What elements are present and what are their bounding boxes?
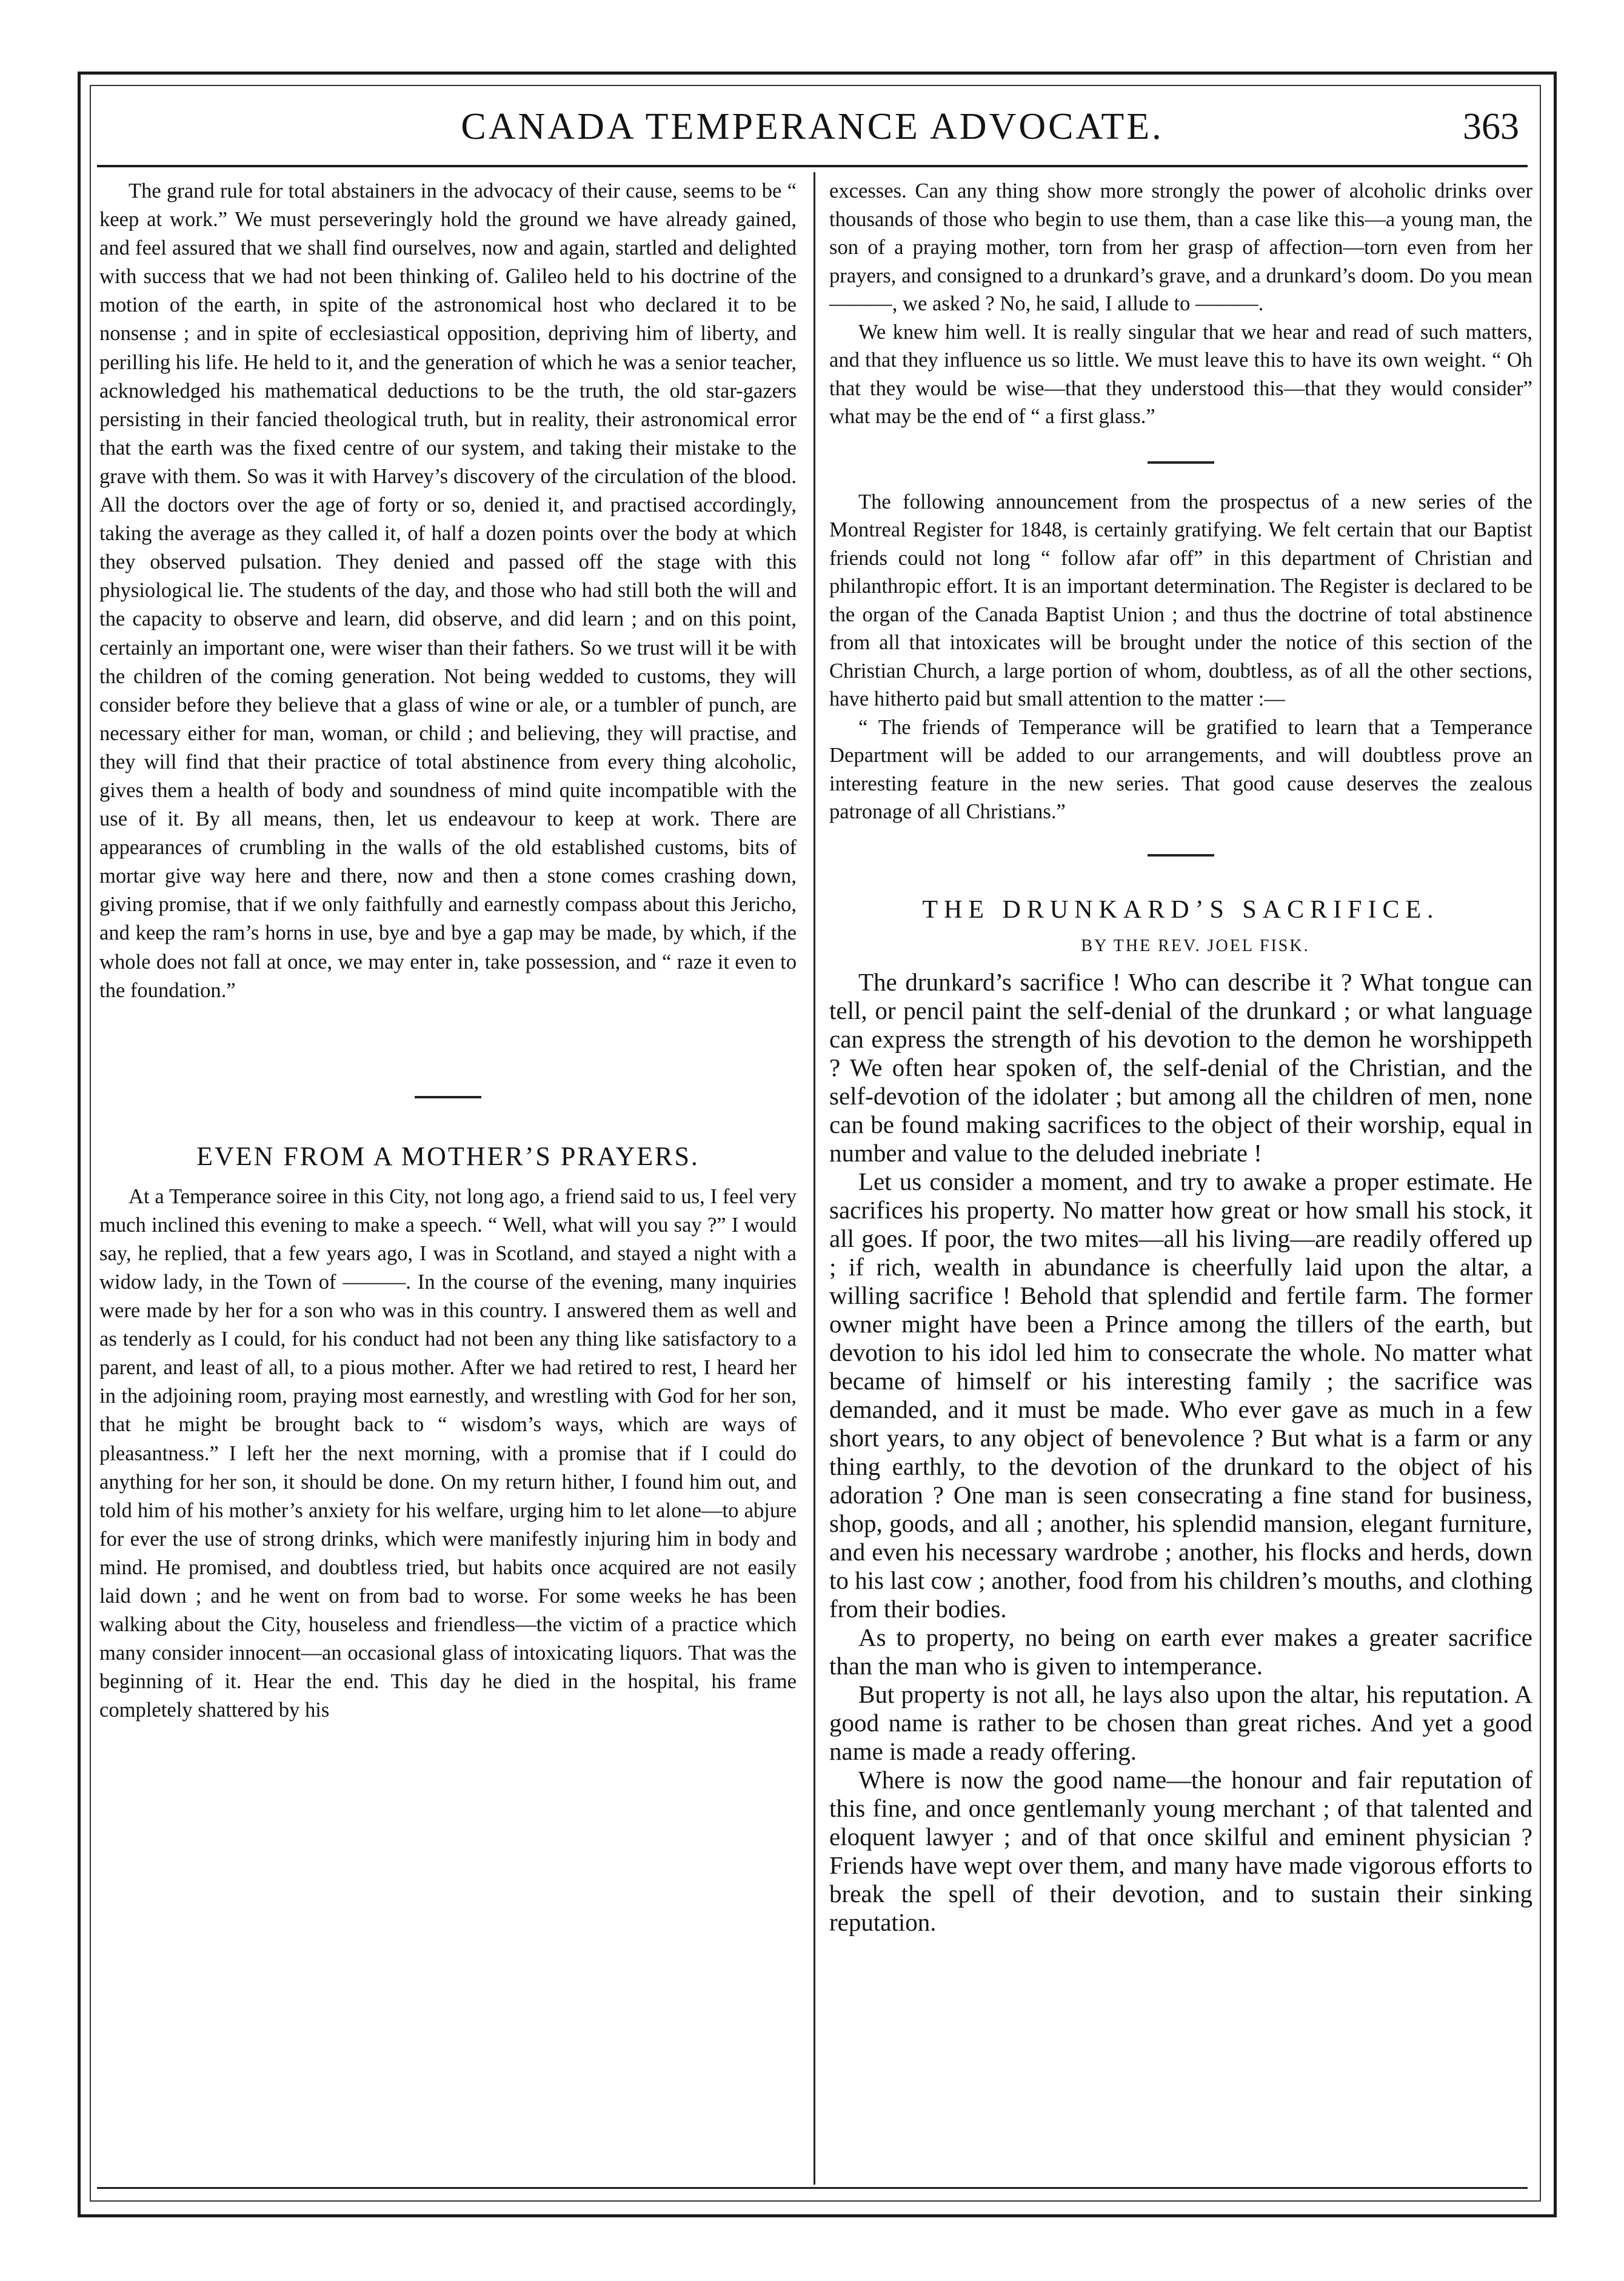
article-heading-mothers-prayers: EVEN FROM A MOTHER’S PRAYERS. bbox=[196, 1141, 700, 1171]
page-number: 363 bbox=[1463, 106, 1519, 147]
intro-paragraph: The grand rule for total abstainers in the advocacy of their cause, seems to be “ keep at work.” We must perseveringly hold the ground we have already gained, and feel assured that we shall find ourselves, now and again, startled and delighted with success that we had not been thinking of. Galileo held to his doctrine of the motion of the earth, in spite of the astronomical host who declared it to be nonsense ; and in spite of ecclesiastical opposition, depriving him of liberty, and perilling his life. He held to it, and the generation of which he was a senior teacher, acknowledged his mathematical deductions to be the truth, the old star-gazers persisting in their fancied theological truth, but in reality, their astronomical error that the earth was the fixed centre of our system, and taking their mistake to the grave with them. So was it with Harvey’s discovery of the circulation of the blood. All the doctors over the age of forty or so, denied it, and practised accordingly, taking the average as they called it, of half a dozen points over the body at which they observed pulsation. They denied and passed off the stage with this physiological lie. The students of the day, and those who had still both the will and the capacity to observe and learn, did observe, and did learn ; and on this point, certainly an important one, were wiser than their fathers. So we trust will it be with the children of the coming generation. Not being wedded to customs, they will consider before they believe that a glass of wine or ale, or a tumbler of punch, are necessary either for man, woman, or child ; and believing, they will practise, and they will find that their practice of total abstinence from every thing alcoholic, gives them a health of body and soundness of mind quite incompatible with the use of it. By all means, then, let us endeavour to keep at work. There are appearances of crumbling in the walls of the old established customs, bits of mortar give way here and there, now and then a stone comes crashing down, giving promise, that if we only faithfully and earnestly compass about this Jericho, and keep the ram’s horns in use, bye and bye a gap may be made, by which, if the whole does not fall at once, we may enter in, take possession, and “ raze it even to the foundation.” bbox=[99, 179, 797, 1002]
left-column bbox=[99, 177, 797, 1725]
byline: BY THE REV. JOEL FISK. bbox=[1081, 936, 1310, 955]
sacrifice-paragraph: The drunkard’s sacrifice ! Who can describe it ? What tongue can tell, or pencil paint the self-denial of the drunkard ; or what language can express the strength of his devotion to the demon he worshippeth ? We often hear spoken of, the self-denial of the Christian, and the self-devotion of the idolater ; but among all the children of men, none can be found making sacrifices to the object of their worship, equal in number and value to the deluded inebriate ! bbox=[829, 967, 1532, 1167]
footer-rule bbox=[97, 2187, 1528, 2189]
running-header bbox=[97, 102, 1528, 162]
column-divider bbox=[814, 172, 815, 2185]
sacrifice-paragraph: Where is now the good name—the honour and fair reputation of this fine, and once gentlemanly young merchant ; of that talented and eloquent lawyer ; and of that once skilful and eminent physician ? Friends have wept over them, and many have made vigorous efforts to break the spell of their devotion, and to sustain their sinking reputation. bbox=[829, 1765, 1532, 1936]
publication-title: CANADA TEMPERANCE ADVOCATE. bbox=[461, 106, 1164, 147]
article-body-mothers-prayers: At a Temperance soiree in this City, not long ago, a friend said to us, I feel very much inclined this evening to make a speech. “ Well, what will you say ?” I would say, he replied, that a few years ago, I was in Scotland, and stayed a night with a widow lady, in the Town of ———. In the course of the evening, many inquiries were made by her for a son who was in this country. I answered them as well and as tenderly as I could, for his conduct had not been any thing like satisfactory to a parent, and least of all, to a pious mother. After we had retired to rest, I heard her in the adjoining room, praying most earnestly, and wrestling with God for her son, that he might be brought back to “ wisdom’s ways, which are ways of pleasantness.” I left her the next morning, with a promise that if I could do anything for her son, it should be done. On my return hither, I found him out, and told him of his mother’s anxiety for his welfare, urging him to let alone—to abjure for ever the use of strong drinks, which were manifestly injuring him in body and mind. He promised, and doubtless tried, but habits once acquired are not easily laid down ; and he went on from bad to worse. For some weeks he has been walking about the City, houseless and friendless—the victim of a practice which many consider innocent—an occasional glass of intoxicating liquors. That was the beginning of it. Hear the end. This day he died in the hospital, his frame completely shattered by his bbox=[99, 1184, 797, 1722]
continuation-paragraph-2: We knew him well. It is really singular that we hear and read of such matters, and that they influence us so little. We must leave this to have its own weight. “ Oh that they would be wise—that they understood this—that they would consider” what may be the end of “ a first glass.” bbox=[829, 320, 1532, 428]
quoted-announcement: “ The friends of Temperance will be gratified to learn that a Temperance Department will be added to our arrangements, and will doubtless prove an interesting feature in the new series. That good cause deserves the zealous patronage of all Christians.” bbox=[829, 715, 1532, 823]
article-heading-drunkards-sacrifice: THE DRUNKARD’S SACRIFICE. bbox=[922, 895, 1440, 924]
right-column bbox=[829, 177, 1532, 1937]
header-rule bbox=[97, 165, 1528, 167]
sacrifice-paragraph: As to property, no being on earth ever makes a greater sacrifice than the man who is given to intemperance. bbox=[829, 1623, 1532, 1680]
announcement-paragraph: The following announcement from the prospectus of a new series of the Montreal Register for 1848, is certainly gratifying. We felt certain that our Baptist friends could not long “ follow afar off” in this department of Christian and philanthropic effort. It is an important determination. The Register is declared to be the organ of the Canada Baptist Union ; and thus the doctrine of total abstinence from all that intoxicates will be brought under the notice of this section of the Christian Church, a large portion of whom, doubtless, as of all the other sections, have hitherto paid but small attention to the matter :— bbox=[829, 490, 1532, 710]
sacrifice-paragraph: But property is not all, he lays also upon the altar, his reputation. A good name is rather to be chosen than great riches. And yet a good name is made a ready offering. bbox=[829, 1680, 1532, 1765]
continuation-paragraph: excesses. Can any thing show more strongly the power of alcoholic drinks over thousands of those who begin to use them, than a case like this—a young man, the son of a praying mother, torn from her grasp of affection—torn even from her prayers, and consigned to a drunkard’s grave, and a drunkard’s doom. Do you mean ———, we asked ? No, he said, I allude to ———. bbox=[829, 179, 1532, 315]
sacrifice-paragraph: Let us consider a moment, and try to awake a proper estimate. He sacrifices his property. No matter how great or how small his stock, it all goes. If poor, the two mites—all his living—are readily offered up ; if rich, wealth in abundance is cheerfully laid upon the altar, a willing sacrifice ! Behold that splendid and fertile farm. The former owner might have been a Prince among the tillers of the earth, but devotion to his idol led him to consecrate the whole. No matter what became of himself or his interesting family ; the sacrifice was demanded, and it must be made. Who ever gave as much in a few short years, to any object of benevolence ? But what is a farm or any thing earthly, to the devotion of the drunkard to the object of his adoration ? One man is seen consecrating a fine stand for business, shop, goods, and all ; another, his splendid mansion, elegant furniture, and even his necessary wardrobe ; another, his flocks and herds, down to his last cow ; another, food from his children’s mouths, and clothing from their bodies. bbox=[829, 1167, 1532, 1623]
